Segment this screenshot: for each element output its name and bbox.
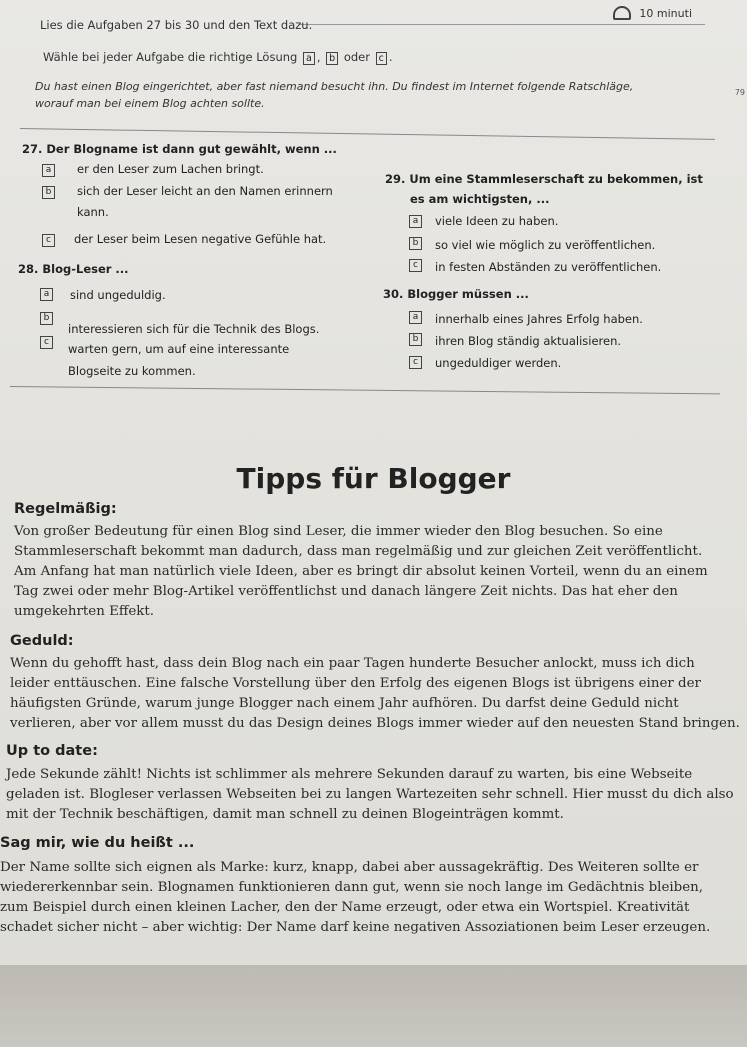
question-29-heading-2: es am wichtigsten, ...: [410, 192, 550, 206]
q29-option-a-box[interactable]: a: [409, 215, 422, 228]
section-heading-blogname: Sag mir, wie du heißt ...: [0, 835, 195, 851]
question-30-heading: 30. Blogger müssen ...: [383, 287, 529, 301]
timer: [613, 6, 692, 20]
q29-option-c-text: in festen Abständen zu veröffentlichen.: [435, 260, 662, 274]
section-text-geduld: [10, 654, 740, 734]
q30-option-a-box[interactable]: a: [409, 311, 422, 324]
q27-option-b-box[interactable]: b: [42, 186, 55, 199]
section-heading-geduld: Geduld:: [10, 633, 74, 649]
q28-option-c-text-1: warten gern, um auf eine interessante: [68, 342, 290, 356]
section-divider-top: [20, 128, 715, 140]
text-line: geladen ist. Blogleser verlassen Webseiten bei zu langen Wartezeiten sehr schnell. Hier musst du dich also: [6, 787, 734, 802]
top-divider: [300, 24, 705, 25]
text-line: Jede Sekunde zählt! Nichts ist schlimmer als mehrere Sekunden darauf zu warten, bis eine Webseite: [6, 767, 693, 782]
section-heading-up-to-date: Up to date:: [6, 743, 98, 759]
answer-box-a: a: [303, 52, 315, 65]
answer-box-b: b: [326, 52, 338, 65]
question-29-heading-1: 29. Um eine Stammleserschaft zu bekommen, ist: [385, 172, 703, 186]
q30-option-c-text: ungeduldiger werden.: [435, 356, 562, 370]
q28-option-a-box[interactable]: a: [40, 288, 53, 301]
instruction-line-1: Lies die Aufgaben 27 bis 30 und den Text dazu.: [40, 18, 313, 32]
timer-icon: [613, 6, 631, 20]
q28-option-c-box[interactable]: c: [40, 336, 53, 349]
q30-option-a-text: innerhalb eines Jahres Erfolg haben.: [435, 312, 643, 326]
text-line: wiedererkennbar sein. Blognamen funktionieren dann gut, wenn sie noch lange im Gedächtnis bleiben,: [0, 880, 704, 895]
q27-option-b-text-1: sich der Leser leicht an den Namen erinnern: [77, 184, 333, 198]
text-line: häufigsten Gründe, warum junge Blogger nach einem Jahr aufhören. Du darfst deine Geduld nicht: [10, 696, 679, 711]
q28-option-c-text-2: Blogseite zu kommen.: [68, 364, 196, 378]
comma: ,: [316, 50, 321, 64]
section-text-up-to-date: [6, 765, 734, 825]
question-28-heading: 28. Blog-Leser ...: [18, 262, 129, 276]
instruction-line-2: [43, 50, 393, 65]
period: .: [388, 50, 393, 64]
section-text-regelmaessig: [14, 522, 708, 622]
q28-option-a-text: sind ungeduldig.: [70, 288, 166, 302]
q30-option-c-box[interactable]: c: [409, 356, 422, 369]
text-line: umgekehrten Effekt.: [14, 604, 155, 619]
text-line: verlieren, aber vor allem musst du das Design deines Blogs immer wieder auf den neuesten Stand bringen.: [10, 716, 740, 731]
text-line: Tag zwei oder mehr Blog-Artikel veröffentlichst und danach längere Zeit nichts. Das hat eher den: [14, 584, 678, 599]
text-line: Wenn du gehofft hast, dass dein Blog nach ein paar Tagen hunderte Besucher anlockt, muss ich dich: [10, 656, 695, 671]
text-line: schadet sicher nicht – aber wichtig: Der Name darf keine negativen Assoziationen beim Leser erzeugen.: [0, 920, 711, 935]
section-text-blogname: [0, 858, 710, 938]
q27-option-a-text: er den Leser zum Lachen bringt.: [77, 162, 264, 176]
q28-option-b-text: interessieren sich für die Technik des Blogs.: [68, 322, 320, 336]
question-27-heading: 27. Der Blogname ist dann gut gewählt, wenn ...: [22, 142, 337, 156]
q29-option-b-box[interactable]: b: [409, 237, 422, 250]
text-line: leider enttäuschen. Eine falsche Vorstellung über den Erfolg des eigenen Blogs ist übrigens einer der: [10, 676, 701, 691]
q27-option-a-box[interactable]: a: [42, 164, 55, 177]
text-line: mit der Technik beschäftigen, damit man schnell zu deinen Blogeinträgen kommt.: [6, 807, 564, 822]
article-title: Tipps für Blogger: [236, 462, 511, 495]
q28-option-b-box[interactable]: b: [40, 312, 53, 325]
answer-box-c: c: [376, 52, 387, 65]
q30-option-b-box[interactable]: b: [409, 333, 422, 346]
section-heading-regelmaessig: Regelmäßig:: [14, 501, 117, 517]
text-line: Am Anfang hat man natürlich viele Ideen, aber es bringt dir absolut keinen Vorteil, wenn du an einem: [14, 564, 708, 579]
section-divider-bottom: [10, 386, 720, 394]
text-line: Von großer Bedeutung für einen Blog sind Leser, die immer wieder den Blog besuchen. So eine: [14, 524, 663, 539]
q27-option-b-text-2: kann.: [77, 205, 109, 219]
intro-line-2: worauf man bei einem Blog achten sollte.: [35, 97, 265, 110]
oder-text: oder: [343, 50, 370, 64]
q29-option-c-box[interactable]: c: [409, 259, 422, 272]
instruction-text: Wähle bei jeder Aufgabe die richtige Lösung: [43, 50, 298, 64]
intro-line-1: Du hast einen Blog eingerichtet, aber fast niemand besucht ihn. Du findest im Internet folgende Ratschläge,: [35, 80, 634, 93]
page-shadow: [0, 965, 747, 1047]
timer-label: 10 minuti: [639, 6, 692, 20]
q27-option-c-text: der Leser beim Lesen negative Gefühle hat.: [74, 232, 327, 246]
q29-option-b-text: so viel wie möglich zu veröffentlichen.: [435, 238, 656, 252]
q29-option-a-text: viele Ideen zu haben.: [435, 214, 559, 228]
page-edge-mark: 79: [734, 88, 745, 97]
q27-option-c-box[interactable]: c: [42, 234, 55, 247]
text-line: zum Beispiel durch einen kleinen Lacher, den der Name erzeugt, oder etwa ein Wortspiel. Kreativität: [0, 900, 690, 915]
text-line: Der Name sollte sich eignen als Marke: kurz, knapp, dabei aber aussagekräftig. Des Weiteren sollte er: [0, 860, 699, 875]
text-line: Stammleserschaft bekommt man dadurch, dass man regelmäßig und zur gleichen Zeit veröffentlicht.: [14, 544, 703, 559]
q30-option-b-text: ihren Blog ständig aktualisieren.: [435, 334, 622, 348]
